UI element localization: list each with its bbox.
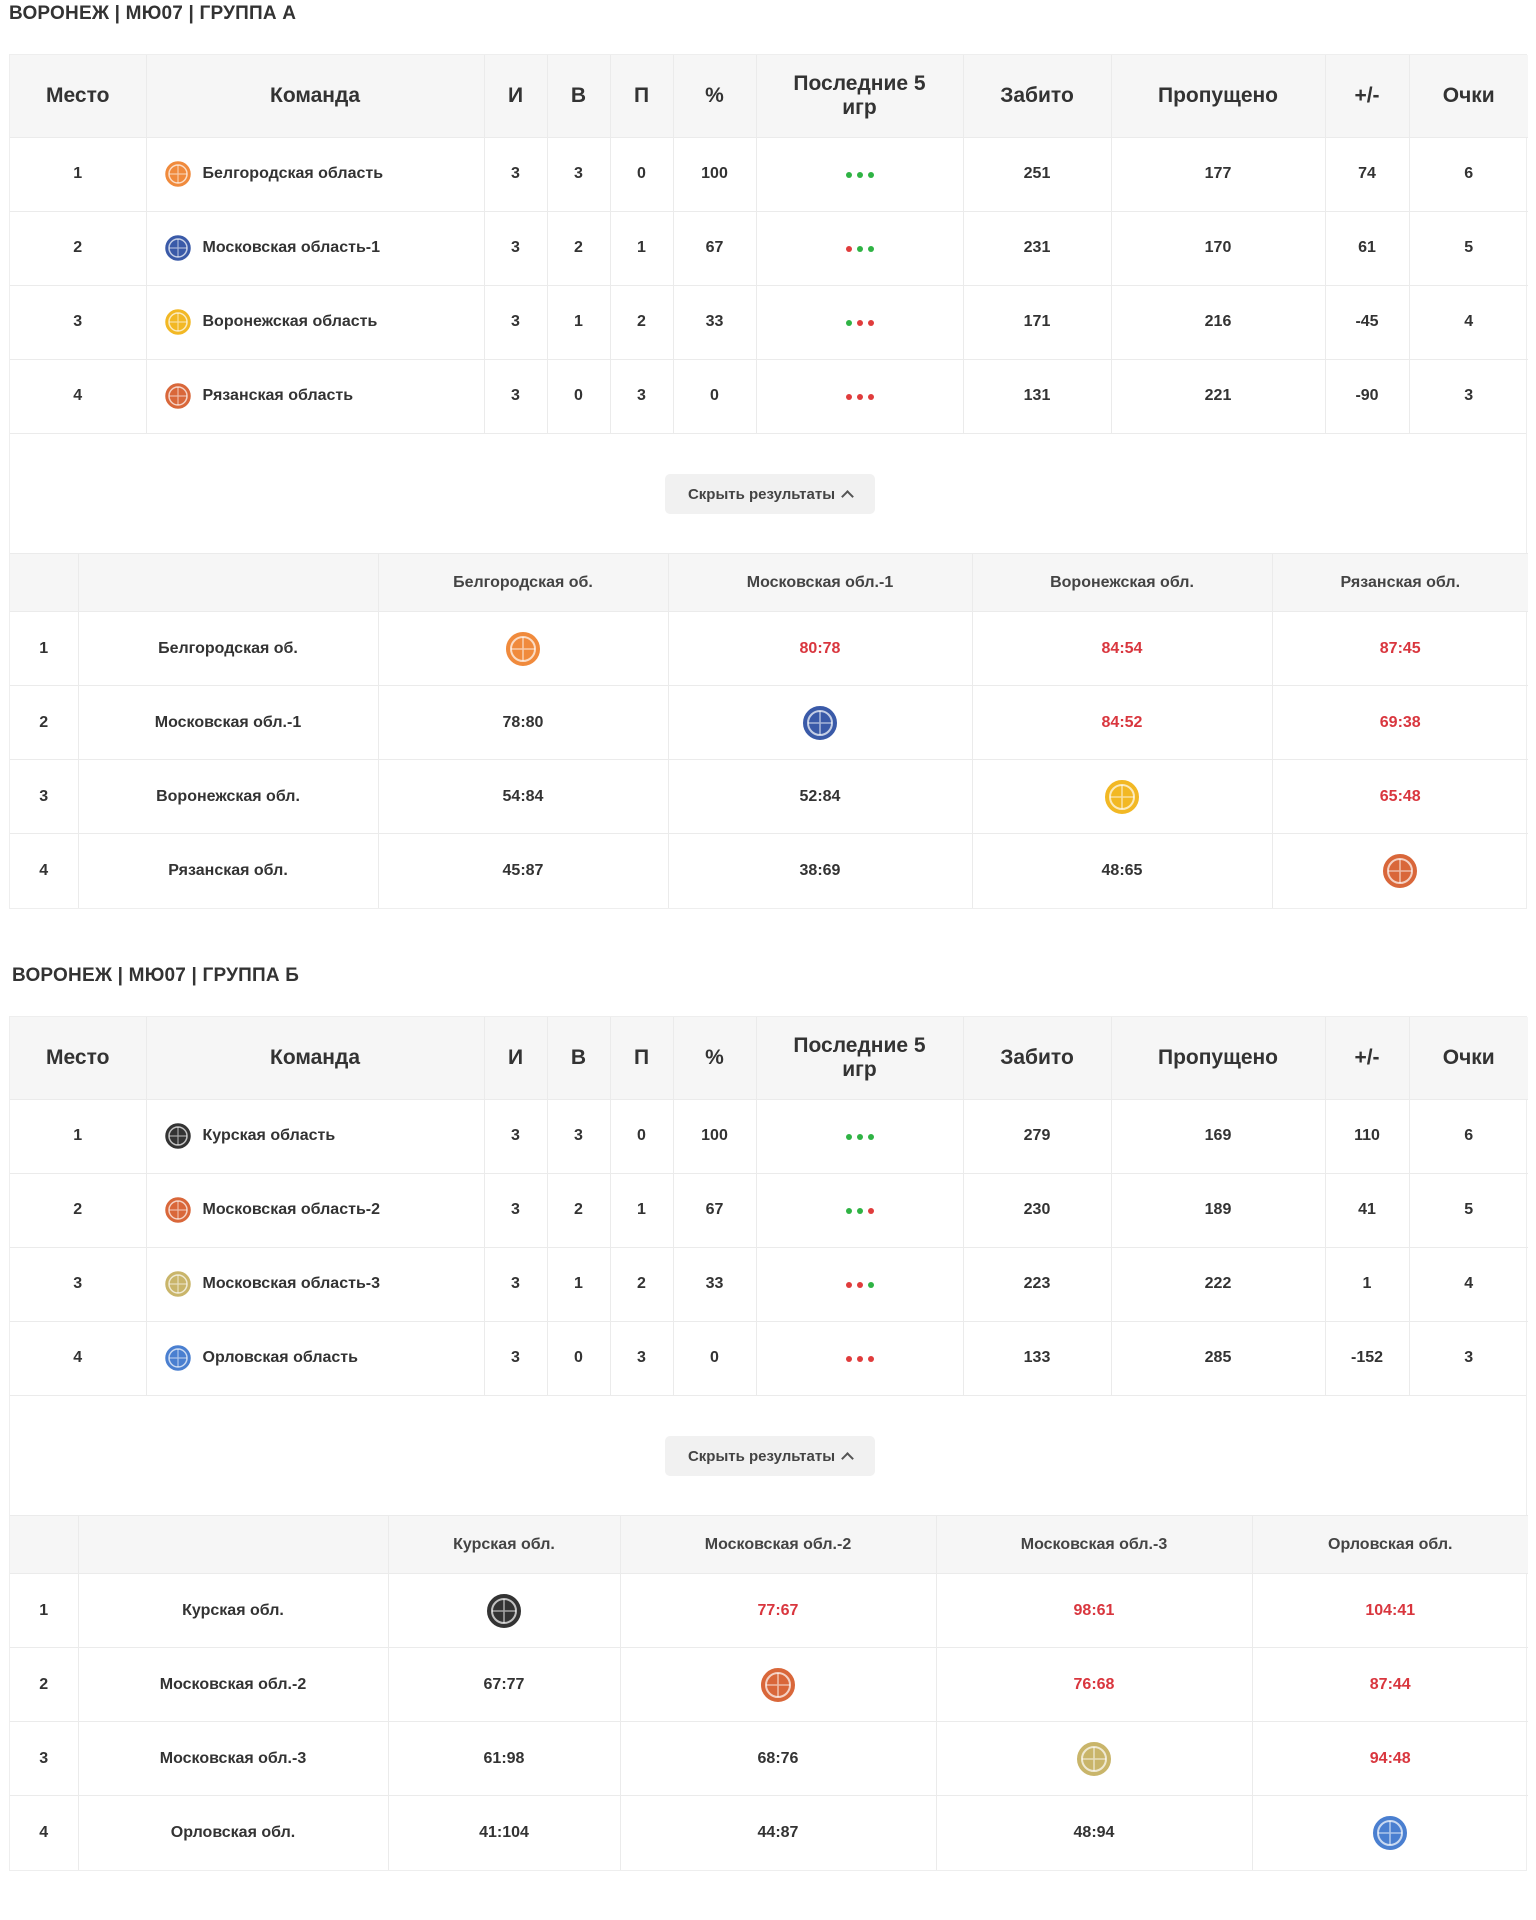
team-cell <box>146 285 484 359</box>
standings-table <box>10 1017 1528 1395</box>
place-cell: 1 <box>10 137 146 211</box>
header-place[interactable]: Место <box>10 1017 146 1099</box>
win-dot-icon <box>868 1134 874 1140</box>
header-last5[interactable]: Последние 5 игр <box>756 1017 963 1099</box>
ball-emblem-logo <box>1380 851 1420 891</box>
hide-results-button[interactable] <box>665 1436 875 1476</box>
win-dot-icon <box>857 1134 863 1140</box>
team-cell <box>146 1247 484 1321</box>
last-games-dots <box>846 1356 874 1362</box>
games-cell: 3 <box>484 211 547 285</box>
wins-cell: 2 <box>547 1173 610 1247</box>
games-cell: 3 <box>484 285 547 359</box>
crosstable-row <box>10 1796 1528 1870</box>
wins-cell: 1 <box>547 1247 610 1321</box>
score-cell[interactable]: 41:104 <box>388 1796 620 1870</box>
crosstable-header-row <box>10 1516 1528 1574</box>
wins-cell: 0 <box>547 1321 610 1395</box>
win-dot-icon <box>868 1282 874 1288</box>
round-emblem-logo <box>1074 1739 1114 1779</box>
header-place[interactable]: Место <box>10 55 146 137</box>
pct-cell: 33 <box>673 1247 756 1321</box>
team-link[interactable] <box>163 1195 484 1225</box>
conceded-cell: 177 <box>1111 137 1325 211</box>
points-cell: 6 <box>1409 137 1528 211</box>
win-dot-icon <box>846 320 852 326</box>
standings-row[interactable] <box>10 1173 1528 1247</box>
wins-cell: 3 <box>547 1099 610 1173</box>
place-cell: 3 <box>10 285 146 359</box>
conceded-cell: 216 <box>1111 285 1325 359</box>
group-title: ВОРОНЕЖ | МЮ07 | ГРУППА А <box>9 3 297 24</box>
standings-header-row <box>10 1017 1528 1099</box>
wins-cell: 2 <box>547 211 610 285</box>
sun-emblem-logo <box>1102 777 1142 817</box>
last5-cell <box>756 211 963 285</box>
diff-cell: -90 <box>1325 359 1409 433</box>
header-diff[interactable]: +/- <box>1325 55 1409 137</box>
crosstable-header-team: Рязанская обл. <box>1272 554 1528 612</box>
place-cell: 4 <box>10 359 146 433</box>
standings-header-row <box>10 55 1528 137</box>
eagle-emblem-logo <box>163 1343 193 1373</box>
pct-cell: 33 <box>673 285 756 359</box>
round-emblem-logo <box>163 1269 193 1299</box>
crosstable-header-name <box>78 1516 388 1574</box>
losses-cell: 1 <box>610 211 673 285</box>
diff-cell: 110 <box>1325 1099 1409 1173</box>
crosstable-place-cell: 4 <box>10 1796 78 1870</box>
hide-results-label: Скрыть результаты <box>687 1447 836 1465</box>
scored-cell: 131 <box>963 359 1111 433</box>
score-cell[interactable]: 87:44 <box>1252 1648 1528 1722</box>
win-dot-icon <box>857 1208 863 1214</box>
pct-cell: 67 <box>673 1173 756 1247</box>
games-cell: 3 <box>484 1247 547 1321</box>
team-link[interactable] <box>163 307 484 337</box>
team-cell <box>146 1321 484 1395</box>
crosstable <box>10 1515 1528 1870</box>
header-points[interactable]: Очки <box>1409 1017 1528 1099</box>
team-cell <box>146 1099 484 1173</box>
score-cell[interactable]: 52:84 <box>668 760 972 834</box>
team-cell <box>146 137 484 211</box>
last-games-dots <box>846 1134 874 1140</box>
losses-cell: 0 <box>610 1099 673 1173</box>
header-team[interactable]: Команда <box>146 1017 484 1099</box>
last5-cell <box>756 137 963 211</box>
sun-emblem-logo <box>163 307 193 337</box>
crosstable-self-cell <box>388 1574 620 1648</box>
standings-panel <box>9 1016 1527 1871</box>
standings-panel <box>9 54 1527 909</box>
loss-dot-icon <box>857 320 863 326</box>
wins-cell: 3 <box>547 137 610 211</box>
hide-results-label: Скрыть результаты <box>687 485 836 503</box>
shield-emblem-logo-icon <box>163 1195 193 1225</box>
eagle-emblem-logo <box>1370 1813 1410 1853</box>
win-dot-icon <box>857 172 863 178</box>
header-losses[interactable]: П <box>610 55 673 137</box>
loss-dot-icon <box>868 1356 874 1362</box>
team-cell <box>146 1173 484 1247</box>
points-cell: 5 <box>1409 211 1528 285</box>
crosstable-team-name: Московская обл.-3 <box>78 1722 388 1796</box>
round-emblem-logo-icon <box>1074 1739 1114 1779</box>
last-games-dots <box>846 1282 874 1288</box>
games-cell: 3 <box>484 137 547 211</box>
toggle-zone <box>10 1395 1526 1515</box>
loss-dot-icon <box>857 394 863 400</box>
conceded-cell: 221 <box>1111 359 1325 433</box>
header-wins[interactable]: В <box>547 1017 610 1099</box>
points-cell: 5 <box>1409 1173 1528 1247</box>
crosstable-header-team: Курская обл. <box>388 1516 620 1574</box>
score-cell[interactable]: 87:45 <box>1272 612 1528 686</box>
losses-cell: 2 <box>610 285 673 359</box>
scored-cell: 171 <box>963 285 1111 359</box>
crosstable-header-team: Московская обл.-3 <box>936 1516 1252 1574</box>
team-name: Московская область-3 <box>202 1275 380 1292</box>
crosstable-place-cell: 3 <box>10 1722 78 1796</box>
team-name: Московская область-2 <box>202 1201 380 1218</box>
shield-emblem-logo <box>163 1195 193 1225</box>
crosstable-row <box>10 686 1528 760</box>
crosstable-place-cell: 1 <box>10 1574 78 1648</box>
diff-cell: 74 <box>1325 137 1409 211</box>
win-dot-icon <box>846 1208 852 1214</box>
losses-cell: 3 <box>610 1321 673 1395</box>
loss-dot-icon <box>846 1282 852 1288</box>
header-scored[interactable]: Забито <box>963 1017 1111 1099</box>
crosstable-row <box>10 1648 1528 1722</box>
loss-dot-icon <box>868 1208 874 1214</box>
crosstable-row <box>10 612 1528 686</box>
crosstable-row <box>10 834 1528 908</box>
conceded-cell: 285 <box>1111 1321 1325 1395</box>
basketball-player-logo <box>503 629 543 669</box>
last-games-dots <box>846 1208 874 1214</box>
chevron-up-icon <box>841 490 854 503</box>
place-cell: 2 <box>10 1173 146 1247</box>
crosstable-team-name: Белгородская об. <box>78 612 378 686</box>
pct-cell: 100 <box>673 1099 756 1173</box>
header-pct[interactable]: % <box>673 55 756 137</box>
blue-emblem-logo <box>800 703 840 743</box>
header-wins[interactable]: В <box>547 55 610 137</box>
team-name: Орловская область <box>202 1349 358 1367</box>
win-dot-icon <box>857 246 863 252</box>
crosstable-header-team: Орловская обл. <box>1252 1516 1528 1574</box>
ball-emblem-logo <box>163 381 193 411</box>
header-losses[interactable]: П <box>610 1017 673 1099</box>
points-cell: 4 <box>1409 285 1528 359</box>
team-link[interactable] <box>163 1343 484 1373</box>
standings-row[interactable] <box>10 359 1528 433</box>
standings-row[interactable] <box>10 285 1528 359</box>
basketball-logo-icon <box>484 1591 524 1631</box>
score-cell[interactable]: 67:77 <box>388 1648 620 1722</box>
crosstable-header-team: Московская обл.-2 <box>620 1516 936 1574</box>
crosstable-team-name: Курская обл. <box>78 1574 388 1648</box>
crosstable-header-row <box>10 554 1528 612</box>
header-games[interactable]: И <box>484 55 547 137</box>
header-pct[interactable]: % <box>673 1017 756 1099</box>
games-cell: 3 <box>484 1099 547 1173</box>
last5-cell <box>756 285 963 359</box>
pct-cell: 0 <box>673 1321 756 1395</box>
crosstable-self-cell <box>620 1648 936 1722</box>
score-cell[interactable]: 98:61 <box>936 1574 1252 1648</box>
basketball-player-logo <box>163 159 193 189</box>
score-cell[interactable]: 78:80 <box>378 686 668 760</box>
loss-dot-icon <box>846 394 852 400</box>
header-conceded[interactable]: Пропущено <box>1111 1017 1325 1099</box>
shield-emblem-logo-icon <box>758 1665 798 1705</box>
team-link[interactable] <box>163 381 484 411</box>
score-cell[interactable]: 54:84 <box>378 760 668 834</box>
crosstable-place-cell: 2 <box>10 686 78 760</box>
loss-dot-icon <box>868 394 874 400</box>
score-cell[interactable]: 48:65 <box>972 834 1272 908</box>
score-cell[interactable]: 94:48 <box>1252 1722 1528 1796</box>
last5-cell <box>756 1173 963 1247</box>
place-cell: 1 <box>10 1099 146 1173</box>
blue-emblem-logo-icon <box>800 703 840 743</box>
diff-cell: 41 <box>1325 1173 1409 1247</box>
score-cell[interactable]: 84:52 <box>972 686 1272 760</box>
crosstable-row <box>10 1574 1528 1648</box>
pct-cell: 100 <box>673 137 756 211</box>
team-name: Воронежская область <box>202 313 378 330</box>
crosstable-header-name <box>78 554 378 612</box>
conceded-cell: 189 <box>1111 1173 1325 1247</box>
points-cell: 3 <box>1409 359 1528 433</box>
conceded-cell: 222 <box>1111 1247 1325 1321</box>
crosstable <box>10 553 1528 908</box>
crosstable-self-cell <box>668 686 972 760</box>
diff-cell: -45 <box>1325 285 1409 359</box>
last-games-dots <box>846 172 874 178</box>
losses-cell: 2 <box>610 1247 673 1321</box>
crosstable-place-cell: 4 <box>10 834 78 908</box>
basketball-logo-icon <box>163 1121 193 1151</box>
crosstable-place-cell: 1 <box>10 612 78 686</box>
last-games-dots <box>846 246 874 252</box>
scored-cell: 133 <box>963 1321 1111 1395</box>
losses-cell: 3 <box>610 359 673 433</box>
hide-results-button[interactable] <box>665 474 875 514</box>
scored-cell: 251 <box>963 137 1111 211</box>
win-dot-icon <box>868 246 874 252</box>
group-title: ВОРОНЕЖ | МЮ07 | ГРУППА Б <box>12 965 300 986</box>
crosstable-team-name: Московская обл.-2 <box>78 1648 388 1722</box>
crosstable-self-cell <box>378 612 668 686</box>
crosstable-header-place <box>10 1516 78 1574</box>
last-games-dots <box>846 320 874 326</box>
score-cell[interactable]: 77:67 <box>620 1574 936 1648</box>
win-dot-icon <box>846 172 852 178</box>
loss-dot-icon <box>846 246 852 252</box>
crosstable-header-place <box>10 554 78 612</box>
points-cell: 6 <box>1409 1099 1528 1173</box>
crosstable-place-cell: 3 <box>10 760 78 834</box>
diff-cell: 61 <box>1325 211 1409 285</box>
header-games[interactable]: И <box>484 1017 547 1099</box>
blue-emblem-logo-icon <box>163 233 193 263</box>
conceded-cell: 169 <box>1111 1099 1325 1173</box>
score-cell[interactable]: 68:76 <box>620 1722 936 1796</box>
pct-cell: 67 <box>673 211 756 285</box>
team-link[interactable] <box>163 233 484 263</box>
score-cell[interactable]: 38:69 <box>668 834 972 908</box>
loss-dot-icon <box>868 320 874 326</box>
round-emblem-logo-icon <box>163 1269 193 1299</box>
loss-dot-icon <box>846 1356 852 1362</box>
sun-emblem-logo-icon <box>163 307 193 337</box>
header-scored[interactable]: Забито <box>963 55 1111 137</box>
crosstable-self-cell <box>1252 1796 1528 1870</box>
last5-cell <box>756 1099 963 1173</box>
basketball-player-logo-icon <box>503 629 543 669</box>
standings-row[interactable] <box>10 1247 1528 1321</box>
team-name: Белгородская область <box>202 165 384 182</box>
crosstable-header-team: Белгородская об. <box>378 554 668 612</box>
sun-emblem-logo-icon <box>1102 777 1142 817</box>
score-cell[interactable]: 80:78 <box>668 612 972 686</box>
shield-emblem-logo <box>758 1665 798 1705</box>
header-diff[interactable]: +/- <box>1325 1017 1409 1099</box>
chevron-up-icon <box>841 1452 854 1465</box>
score-cell[interactable]: 69:38 <box>1272 686 1528 760</box>
win-dot-icon <box>868 172 874 178</box>
score-cell[interactable]: 65:48 <box>1272 760 1528 834</box>
scored-cell: 223 <box>963 1247 1111 1321</box>
wins-cell: 1 <box>547 285 610 359</box>
losses-cell: 0 <box>610 137 673 211</box>
last5-cell <box>756 359 963 433</box>
place-cell: 2 <box>10 211 146 285</box>
last5-cell <box>756 1247 963 1321</box>
team-name: Курская область <box>202 1127 336 1144</box>
header-points[interactable]: Очки <box>1409 55 1528 137</box>
crosstable-self-cell <box>972 760 1272 834</box>
standings-table <box>10 55 1528 433</box>
toggle-zone <box>10 433 1526 553</box>
crosstable-team-name: Воронежская обл. <box>78 760 378 834</box>
standings-row[interactable] <box>10 1321 1528 1395</box>
score-cell[interactable]: 104:41 <box>1252 1574 1528 1648</box>
crosstable-row <box>10 1722 1528 1796</box>
score-cell[interactable]: 84:54 <box>972 612 1272 686</box>
games-cell: 3 <box>484 1173 547 1247</box>
standings-row[interactable] <box>10 1099 1528 1173</box>
last-games-dots <box>846 394 874 400</box>
diff-cell: -152 <box>1325 1321 1409 1395</box>
header-conceded[interactable]: Пропущено <box>1111 55 1325 137</box>
crosstable-header-team: Московская обл.-1 <box>668 554 972 612</box>
score-cell[interactable]: 76:68 <box>936 1648 1252 1722</box>
crosstable-self-cell <box>936 1722 1252 1796</box>
score-cell[interactable]: 45:87 <box>378 834 668 908</box>
ball-emblem-logo-icon <box>163 381 193 411</box>
team-name: Рязанская область <box>202 387 354 405</box>
wins-cell: 0 <box>547 359 610 433</box>
team-link[interactable] <box>163 1121 484 1151</box>
points-cell: 3 <box>1409 1321 1528 1395</box>
crosstable-header-team: Воронежская обл. <box>972 554 1272 612</box>
score-cell[interactable]: 61:98 <box>388 1722 620 1796</box>
header-last5[interactable]: Последние 5 игр <box>756 55 963 137</box>
blue-emblem-logo <box>163 233 193 263</box>
team-name: Московская область-1 <box>202 239 380 256</box>
diff-cell: 1 <box>1325 1247 1409 1321</box>
crosstable-team-name: Рязанская обл. <box>78 834 378 908</box>
scored-cell: 279 <box>963 1099 1111 1173</box>
win-dot-icon <box>846 1134 852 1140</box>
score-cell[interactable]: 48:94 <box>936 1796 1252 1870</box>
place-cell: 3 <box>10 1247 146 1321</box>
games-cell: 3 <box>484 359 547 433</box>
score-cell[interactable]: 44:87 <box>620 1796 936 1870</box>
basketball-logo <box>484 1591 524 1631</box>
crosstable-self-cell <box>1272 834 1528 908</box>
header-team[interactable]: Команда <box>146 55 484 137</box>
eagle-emblem-logo-icon <box>1370 1813 1410 1853</box>
team-cell <box>146 359 484 433</box>
eagle-emblem-logo-icon <box>163 1343 193 1373</box>
games-cell: 3 <box>484 1321 547 1395</box>
team-link[interactable] <box>163 159 484 189</box>
points-cell: 4 <box>1409 1247 1528 1321</box>
crosstable-team-name: Орловская обл. <box>78 1796 388 1870</box>
pct-cell: 0 <box>673 359 756 433</box>
place-cell: 4 <box>10 1321 146 1395</box>
ball-emblem-logo-icon <box>1380 851 1420 891</box>
conceded-cell: 170 <box>1111 211 1325 285</box>
basketball-player-logo-icon <box>163 159 193 189</box>
standings-row[interactable] <box>10 137 1528 211</box>
team-link[interactable] <box>163 1269 484 1299</box>
standings-row[interactable] <box>10 211 1528 285</box>
loss-dot-icon <box>857 1356 863 1362</box>
crosstable-row <box>10 760 1528 834</box>
scored-cell: 230 <box>963 1173 1111 1247</box>
losses-cell: 1 <box>610 1173 673 1247</box>
loss-dot-icon <box>857 1282 863 1288</box>
crosstable-place-cell: 2 <box>10 1648 78 1722</box>
crosstable-team-name: Московская обл.-1 <box>78 686 378 760</box>
last5-cell <box>756 1321 963 1395</box>
basketball-logo <box>163 1121 193 1151</box>
scored-cell: 231 <box>963 211 1111 285</box>
team-cell <box>146 211 484 285</box>
